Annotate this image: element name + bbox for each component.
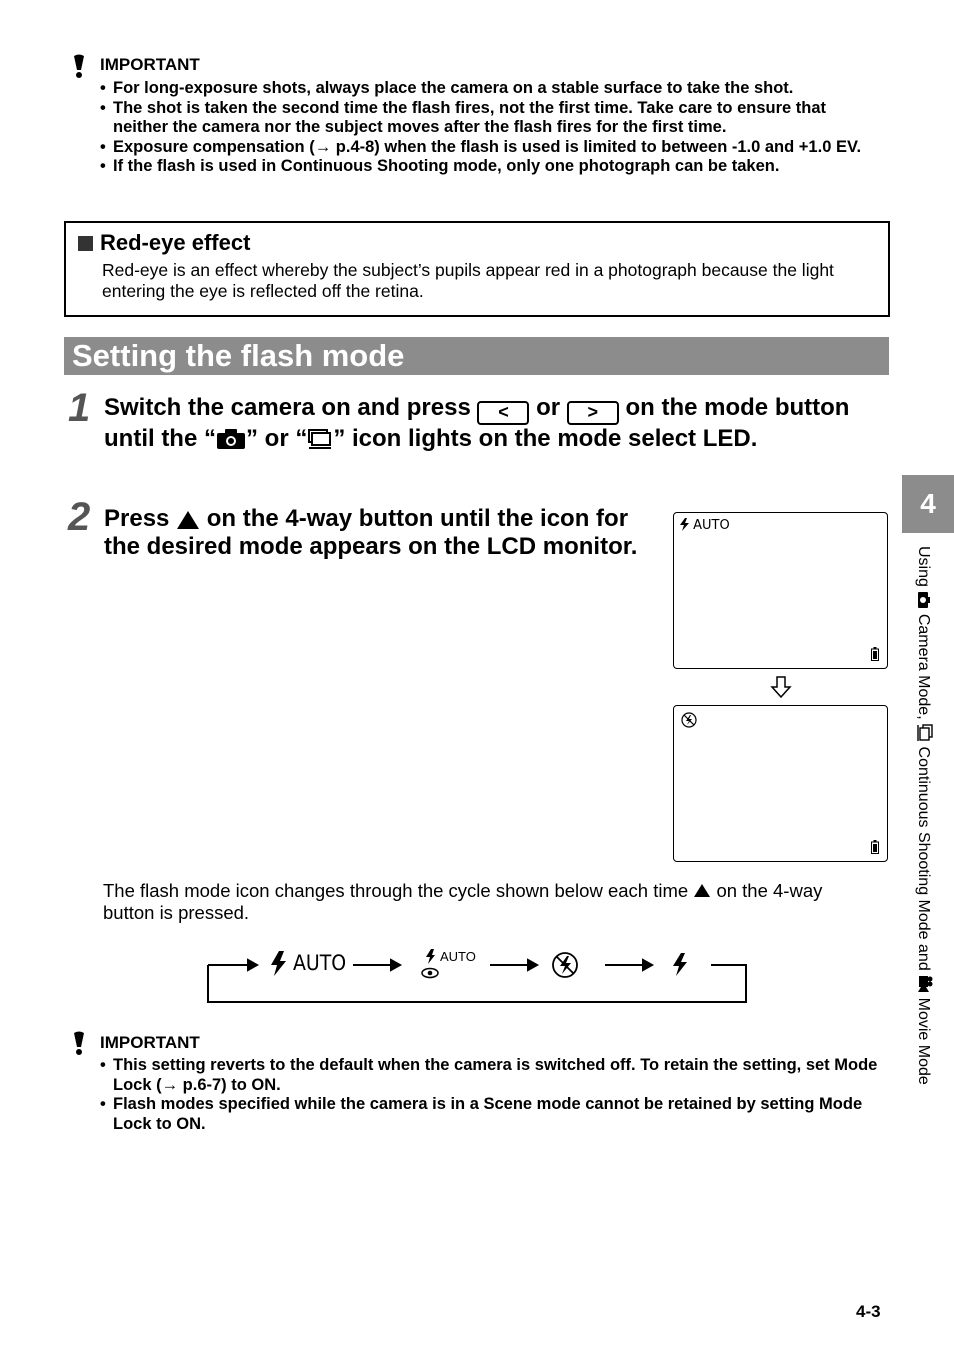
cycle-arrow <box>208 960 257 970</box>
step-1-text <box>104 394 864 453</box>
square-bullet-icon <box>78 236 93 251</box>
important-item: • For long-exposure shots, always place the camera on a stable surface to take the shot. <box>100 79 880 99</box>
important-item: • This setting reverts to the default when the camera is switched off. To retain the setting, set Mode Lock (→ p.6-7) to ON. <box>100 1056 890 1095</box>
battery-icon <box>871 840 879 854</box>
cycle-return-line <box>208 965 746 1002</box>
section-title: Setting the flash mode <box>72 338 405 373</box>
section-heading-bar <box>64 337 889 375</box>
down-arrow-icon <box>770 676 792 698</box>
step-2-part1: Press <box>104 505 170 532</box>
cycle-auto-label: AUTO <box>293 951 347 975</box>
cycle-auto-redeye-label: AUTO <box>440 949 476 964</box>
flash-icon <box>680 518 689 531</box>
redeye-title: Red-eye effect <box>100 230 251 255</box>
continuous-shooting-icon <box>917 724 933 742</box>
redeye-body: Red-eye is an effect whereby the subject’s pupils appear red in a photograph because the light entering the eye is reflected off the retina. <box>102 260 834 301</box>
important-list <box>100 79 880 177</box>
redeye-heading <box>78 230 250 256</box>
flash-mode-cycle-diagram <box>205 945 750 1007</box>
important-title: IMPORTANT <box>100 1033 200 1052</box>
important-item: • Exposure compensation (→ p.4-8) when the flash is used is limited to between -1.0 and +1.0 EV. <box>100 138 880 158</box>
flash-off-icon <box>681 712 697 728</box>
redeye-box <box>64 221 890 317</box>
important-item: • If the flash is used in Continuous Shooting mode, only one photograph can be taken. <box>100 157 880 177</box>
up-triangle-icon <box>693 883 711 898</box>
movie-icon <box>917 975 933 993</box>
cycle-text-2: on the 4-way button is pressed. <box>103 880 823 923</box>
cycle-arrow <box>353 960 400 970</box>
lcd-screen-flash-off <box>673 705 888 862</box>
cycle-arrow <box>605 960 652 970</box>
important-icon <box>72 1031 86 1057</box>
battery-icon <box>871 647 879 661</box>
step-1-or: or <box>536 394 561 421</box>
camera-icon <box>216 428 246 450</box>
lcd-flash-indicator <box>680 518 730 533</box>
lcd-screen-auto <box>673 512 888 669</box>
cycle-arrow <box>490 960 537 970</box>
flash-off-icon <box>553 953 577 977</box>
sidebar-movie: Movie Mode <box>915 997 932 1085</box>
step-1-part1: Switch the camera on and press <box>104 394 471 421</box>
step-1-part3: ” or “ <box>245 425 308 452</box>
step-2-part2: on the 4-way button until the icon for the desired mode appears on the LCD monitor. <box>104 505 638 560</box>
step-2-text <box>104 505 649 561</box>
important-item: • The shot is taken the second time the flash fires, not the first time. Take care to ensure that neither the camera nor the subject moves after the flash fires for the first time. <box>100 99 880 138</box>
important-icon <box>72 54 86 80</box>
step-1-part4: ” icon lights on the mode select LED. <box>333 425 758 452</box>
step-number-1: 1 <box>68 386 91 430</box>
page-number: 4-3 <box>856 1302 881 1321</box>
up-triangle-icon <box>176 510 200 530</box>
cycle-description <box>103 880 873 924</box>
cycle-text-1: The flash mode icon changes through the cycle shown below each time <box>103 880 689 901</box>
sidebar-using: Using <box>915 546 932 587</box>
left-key-icon: < <box>477 401 529 425</box>
sidebar-camera-mode: Camera Mode, <box>915 613 932 720</box>
flash-icon <box>271 951 286 976</box>
right-key-icon: > <box>567 401 619 425</box>
red-eye-icon <box>422 969 438 978</box>
lcd-auto-label: AUTO <box>693 518 730 533</box>
chapter-tab: 4 <box>902 475 954 533</box>
step-1-part2: on the mode button until the “ <box>104 394 850 452</box>
camera-icon <box>917 591 931 609</box>
continuous-shooting-icon <box>307 428 333 450</box>
flash-icon <box>426 949 435 964</box>
important-list <box>100 1056 890 1134</box>
flash-icon <box>673 953 687 976</box>
step-number-2: 2 <box>68 495 91 539</box>
important-title: IMPORTANT <box>100 55 200 74</box>
chapter-sidebar-title <box>915 546 935 1186</box>
important-item: • Flash modes specified while the camera is in a Scene mode cannot be retained by setting Mode Lock to ON. <box>100 1095 890 1134</box>
sidebar-continuous: Continuous Shooting Mode and <box>915 746 932 971</box>
